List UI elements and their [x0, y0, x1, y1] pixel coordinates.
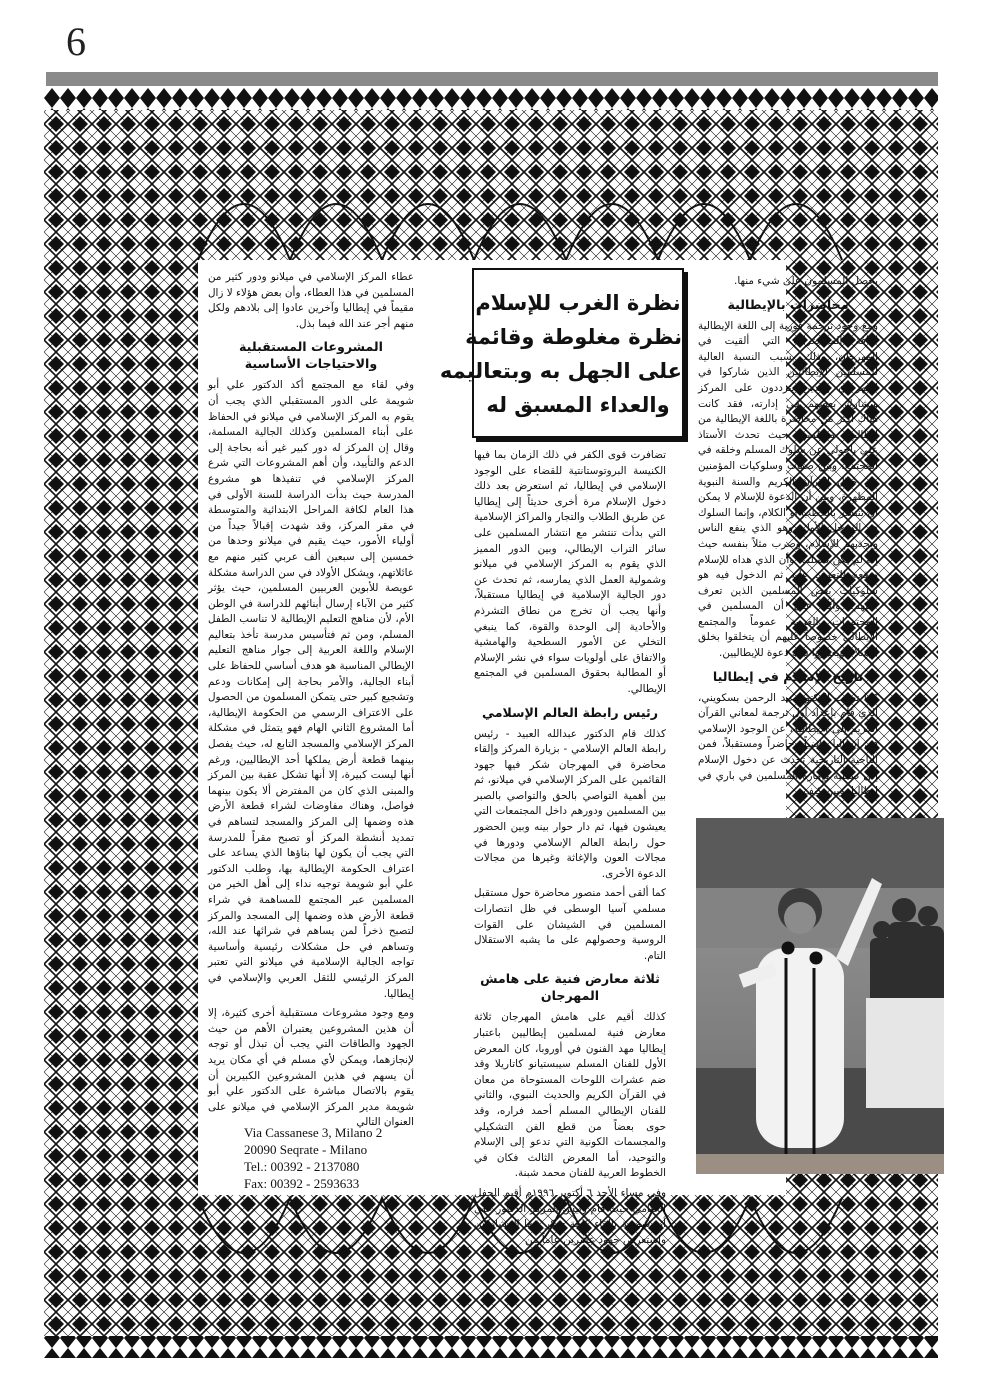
paragraph: تضافرت قوى الكفر في ذلك الزمان بما فيها الكنيسة البروتوستانتية للقضاء على الوجود الإسلامي في إيطاليا، ثم استعرض بعد ذلك دخول الإسلام مرة أخرى حديثاً إلى إيطاليا عن طريق الطلاب والتجار والمراكز الإسلامية التي بدأت تنتشر مع انتشار المسلمين على سائر التراب الإيطالي، وبين الدور المميز الذي يقوم به المركز الإسلامي في ميلانو وشمولية العمل الذي يمارسه، ثم تحدث عن دور الجالية الإسلامية في إيطاليا مستقبلاً، وأنها يجب أن تخرج من نطاق التشرذم والأحادية إلى الوحدة والقوة، كما ينبغي التخلي عن الأمور السطحية والهامشية والاتفاق على أولويات سواء في نشر الإسلام أو المطالبة بحقوق المسلمين في المجتمع الإيطالي.: [474, 449, 666, 695]
fax-line: Fax: 00392 - 2593633: [244, 1176, 360, 1191]
article-column-middle: [474, 448, 666, 1246]
paragraph: يحصل المسلمون على شيء منها.: [734, 275, 878, 287]
section-heading: المشروعات المستقبلية والاحتياجات الأساسية: [239, 339, 383, 372]
paragraph: عطاء المركز الإسلامي في ميلانو ودور كثير من المسلمين في هذا العطاء، وأن بعض هؤلاء لا زال مقيماً في إيطاليا وآخرين عادوا إلى بلادهم ولكل منهم أجر عند الله فيما بذل.: [208, 271, 414, 330]
article-column-right: [698, 274, 878, 810]
paragraph: وفي مساء الأحد ٦ أكتوبر ١٩٩٦م أقيم الحفل الختامي حيث قام رئيس المركز الدكتور علي أبو شويمة بإلقاء كلمة شكر فيها المشاركين واستعرض جهود عشرين عاماً من: [474, 1186, 666, 1246]
paragraph: كذلك أقيم على هامش المهرجان ثلاثة معارض فنية لمسلمين إيطاليين باعتبار إيطاليا مهد الفنون في أوروبا، كان المعرض الأول للفنان المسلم سيبستيانو كاتاريلا وقد ضم عشرات اللوحات المستوحاة من معان في القرآن الكريم والحديث النبوي، والثاني للفنان الإيطالي المسلم أحمد فراره، وقد حوى بعضاً من قطع الفن التشكيلي والمجسمات الكونية التي تدعو إلى الإسلام والتوحيد، أما المعرض الثالث فكان في الخطوط العربية للفنان محمد شبنة.: [474, 1011, 666, 1180]
headline-line: والعداء المسبق له: [486, 393, 670, 417]
article-column-left: [208, 270, 414, 1155]
headline-line: نظرة مغلوطة وقائمة: [465, 325, 682, 349]
page-number: 6: [66, 19, 86, 64]
section-heading: محاضرات بالإيطالية: [727, 296, 849, 312]
section-heading: ثلاثة معارض فنية على هامش المهرجان: [480, 971, 660, 1004]
address-line: 20090 Seqrate - Milano: [244, 1142, 368, 1157]
address-line: Via Cassanese 3, Milano 2: [244, 1125, 383, 1140]
section-heading: رئيس رابطة العالم الإسلامي: [482, 704, 658, 720]
paragraph: كما تحدث الدكتور عبد الرحمن بسكويني، الذي قام بإعداد أول ترجمة لمعاني القرآن الكريم إلى الإيطالية، عن الوجود الإسلامي في إيطاليا ماضياً وحاضراً ومستقبلاً، فمن الناحية التاريخية تحدث عن دخول الإسلام إلى صقلية وإمارة المسلمين في باري في إيطاليا، وبين كيف: [698, 691, 878, 798]
paragraph: كما ألقى أحمد منصور محاضرة حول مستقبل مسلمي آسيا الوسطى في ظل انتصارات المسلمين في الشيشان على القوات الروسية وحصولهم على ما يشبه الاستقلال التام.: [474, 887, 666, 962]
headline-line: على الجهل به وبتعاليمه: [439, 359, 682, 383]
top-rule: [46, 72, 938, 86]
phone-line: Tel.: 00392 - 2137080: [244, 1159, 360, 1174]
section-heading: تاريخ الإسلام في إيطاليا: [712, 668, 864, 684]
speaker-photo: [696, 818, 944, 1174]
paragraph: وفي لقاء مع المجتمع أكد الدكتور علي أبو شويمة على الدور المستقبلي الذي يجب أن يقوم به المركز الإسلامي في ميلانو في الحفاظ على أبناء المسلمين وكذلك الجالية المسلمة، وقال إن المركز له دور كبير غير أنه بحاجة إلى الدعم والتأييد، وأن أهم المشروعات التي شرع المركز الإسلامي في تنفيذها هو مشروع المدرسة حيث بدأت الدراسة للسنة الأولى في هذا العام لكافة المراحل الابتدائية والمتوسطة في مقر المركز، وقد شهدت إقبالاً جيداً من أولياء الأمور، حيث يقيم في ميلانو وحدها من خمسين إلى سبعين ألف عربي كثير منهم مع عائلاتهم، ويشكل الأولاد في سن الدراسة مشكلة عويصة للأبوين العربيين المسلمين، حيث يؤثر كثير من الآباء إرسال أبنائهم للدراسة في الوطن الأم، لأن مناهج التعليم الإيطالية لا تناسب الطفل المسلم، ومن ثم فتأسيس مدرسة تأخذ بتعاليم الإسلام واللغة العربية إلى جوار مناهج التعليم الإيطالي المناسبة هو هدف أساسي للحفاظ على أبناء الجالية، والأمر بحاجة إلى إمكانات ودعم وتشجيع كبير حتى يتمكن المسلمون من الحصول على الاعتراف الرسمي من الحكومة الإيطالية، أما المشروع الثاني الهام فهو يتمثل في مشكلة المركز الإسلامي والمسجد التابع له، حيث يفصل بينهما قطعة أرض يملكها أحد الإيطاليين، ورغم أنها ليست كبيرة، إلا أنها تشكل عقبة بين المركز والمبنى الذي كان من المفترض ألا يكون بينهما فواصل، وهناك مفاوضات لشراء قطعة الأرض هذه وضمها إلى المركز والمسجد لتساهم في تمديد أنشطة المركز أو تصبح مقراً للمدرسة التي يجب أن يكون لها بناؤها الذي يساعد على اعتراف الحكومة الإيطالية بها، وطلب الدكتور علي أبو شويمة توجيه نداء إلى أهل الخير من المسلمين عبر المجتمع للمساهمة في شراء قطعة الأرض هذه وضمها إلى المسجد والمركز لتصبح ذخراً لمن يساهم في شرائها عند الله، وتساهم في حل مشكلات رئيسية وأساسية تواجه الجالية الإسلامية في ميلانو التي تعتبر المركز الرئيسي للثقل العربي والإسلامي في إيطاليا.: [208, 379, 414, 1000]
headline-line: نظرة الغرب للإسلام: [475, 291, 681, 315]
paragraph: ومع وجود ترجمة فورية إلى اللغة الإيطالية لكافة المحاضرات التي ألقيت في المهرجان، وذلك بسبب النسبة العالية للمسلمين الإيطاليين الذين شاركوا في المهرجان والذين يترددون على المركز ويشارك بعضهم في إدارته، فقد كانت هناك أكثر من محاضرة باللغة الإيطالية من إيطاليين مسلمين، حيث تحدث الأستاذ علي باجولي عن سلوك المسلم وخلقه في المجتمع، وبين صفات وسلوكيات المؤمنين من خلال القرآن الكريم والسنة النبوية المطهرة، وبين أن الدعوة للإسلام لا يمكن أن تنتشر بالخطب أو الكلام، وإنما السلوك هو المدخل الأول، وهو الذي ينفع الناس ويجذبهم للإسلام، وضرب مثلاً بنفسه حيث إنه لم يكن مسلماً، وأن الذي هداه للإسلام ودفعه للتعرف عليه ثم الدخول فيه هو سلوكيات بعض المسلمين الذين تعرف عليهم، وأكد على أن المسلمين في المجتمعات الغربية عموماً والمجتمع الإيطالي خصوصاً عليهم أن يتخلقوا بخلق الإسلام ويعتبروا ذلك دعوة للإيطاليين.: [698, 319, 878, 660]
paragraph: ومع وجود مشروعات مستقبلية أخرى كثيرة، إلا أن هذين المشروعين يعتبران الأهم من حيث الجهود والطاقات التي يجب أن تبذل أو توجه لإنجازهما، ويمكن لأي مسلم في أي مكان يريد أن يسهم في هذين المشروعين الكبيرين أن يقوم بالاتصال مباشرة على الدكتور علي أبو شويمة مدير المركز الإسلامي في ميلانو على العنوان التالي: [208, 1007, 414, 1129]
address-block: [244, 1124, 444, 1192]
headline-box: [439, 268, 684, 438]
paragraph: كذلك قام الدكتور عبدالله العبيد - رئيس رابطة العالم الإسلامي - بزيارة المركز وإلقاء محاضرة في المهرجان شكر فيها جهود القائمين على المركز الإسلامي في ميلانو، ثم بين أهمية التواصي بالحق والتواصي بالصبر بين المسلمين ودورهم داخل المجتمعات التي يعيشون فيها، ثم دار حوار بينه وبين الحضور حول رابطة العالم الإسلامي ودورها في مجالات العون والإغاثة وغيرها من مجالات الدعوة الأخرى.: [474, 727, 666, 880]
